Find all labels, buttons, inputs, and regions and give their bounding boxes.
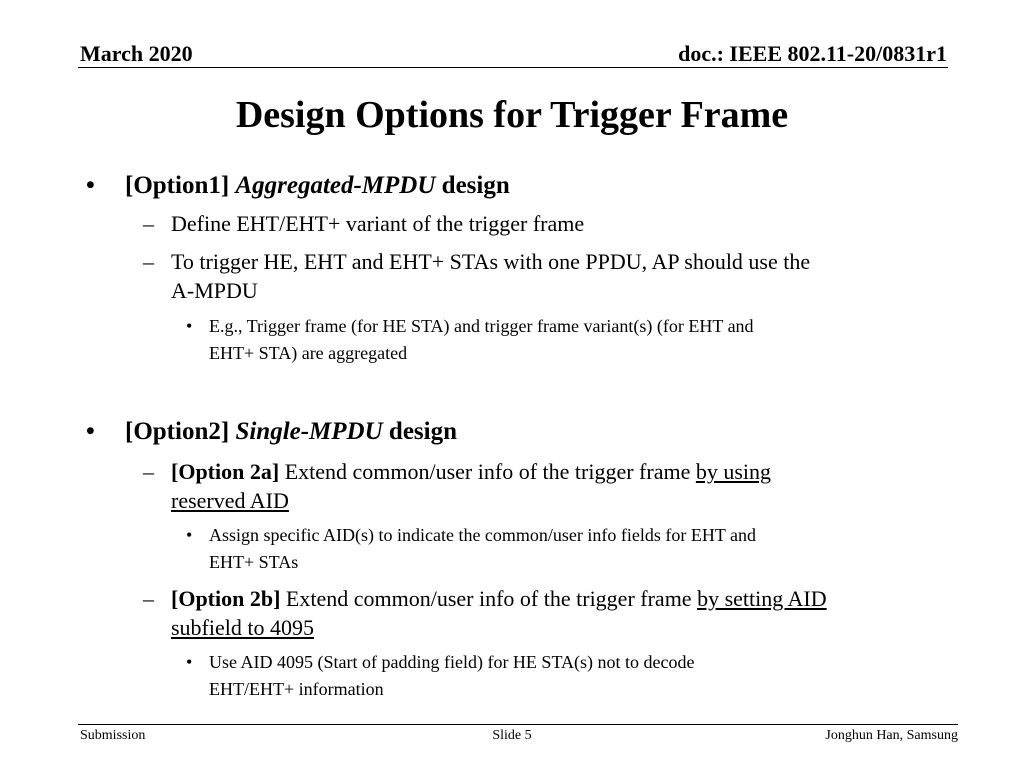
footer-slide-number: Slide 5 [492, 728, 532, 743]
dash-option2b: – [143, 586, 154, 611]
option2a-link-line1: by using [695, 459, 772, 484]
slide-title: Design Options for Trigger Frame [235, 94, 789, 136]
option1-sub-line2: EHT+ STA) are aggregated [209, 343, 408, 363]
option2b-line1 [171, 586, 827, 612]
header-divider [78, 67, 948, 68]
bullet-option2: • [86, 418, 95, 445]
option2a-line2 [171, 488, 289, 514]
header-date: March 2020 [80, 41, 193, 66]
bullet-option2b-sub: • [186, 652, 193, 672]
option2-heading [125, 418, 457, 446]
option2a-line1 [171, 459, 771, 485]
dash-option2a: – [143, 459, 154, 484]
option2b-text: Extend common/user info of the trigger frame [285, 586, 692, 611]
footer-submission: Submission [80, 728, 146, 743]
option2b-sub-line1: Use AID 4095 (Start of padding field) for HE STA(s) not to decode [209, 652, 695, 672]
footer-divider [78, 724, 958, 725]
bullet-option1-sub: • [186, 316, 193, 336]
option2b-link-line2: subfield to 4095 [171, 615, 314, 640]
option2-prefix: [Option2] [125, 418, 230, 445]
dash-option1-item2: – [143, 249, 154, 274]
option2b-sub-line2: EHT/EHT+ information [209, 679, 384, 699]
footer-author: Jonghun Han, Samsung [825, 728, 958, 743]
option1-sub-line1: E.g., Trigger frame (for HE STA) and trigger frame variant(s) (for EHT and [209, 316, 754, 336]
option2-suffix: design [388, 418, 458, 445]
option2b-label: [Option 2b] [171, 586, 281, 611]
option2a-label: [Option 2a] [171, 459, 280, 484]
option1-suffix: design [441, 172, 510, 199]
bullet-option2a-sub: • [186, 525, 193, 545]
option2-name: Single-MPDU [235, 418, 383, 445]
option1-item2-line1: To trigger HE, EHT and EHT+ STAs with one PPDU, AP should use the [171, 249, 811, 274]
option1-name: Aggregated-MPDU [235, 172, 436, 199]
option1-item2-line2: A-MPDU [171, 278, 258, 303]
option2a-sub-line1: Assign specific AID(s) to indicate the common/user info fields for EHT and [209, 525, 757, 545]
option2a-sub-line2: EHT+ STAs [209, 552, 299, 572]
header-doc-id: doc.: IEEE 802.11-20/0831r1 [678, 41, 947, 66]
option2b-link-line1: by setting AID [697, 586, 827, 611]
option1-item1-text: Define EHT/EHT+ variant of the trigger frame [171, 211, 585, 236]
option2b-line2 [171, 615, 314, 641]
bullet-option1: • [86, 172, 95, 199]
dash-option1-item1: – [143, 211, 154, 236]
option1-prefix: [Option1] [125, 172, 230, 199]
option2a-link-line2: reserved AID [171, 488, 289, 513]
option2a-text: Extend common/user info of the trigger frame [284, 459, 691, 484]
option1-heading [125, 172, 510, 200]
